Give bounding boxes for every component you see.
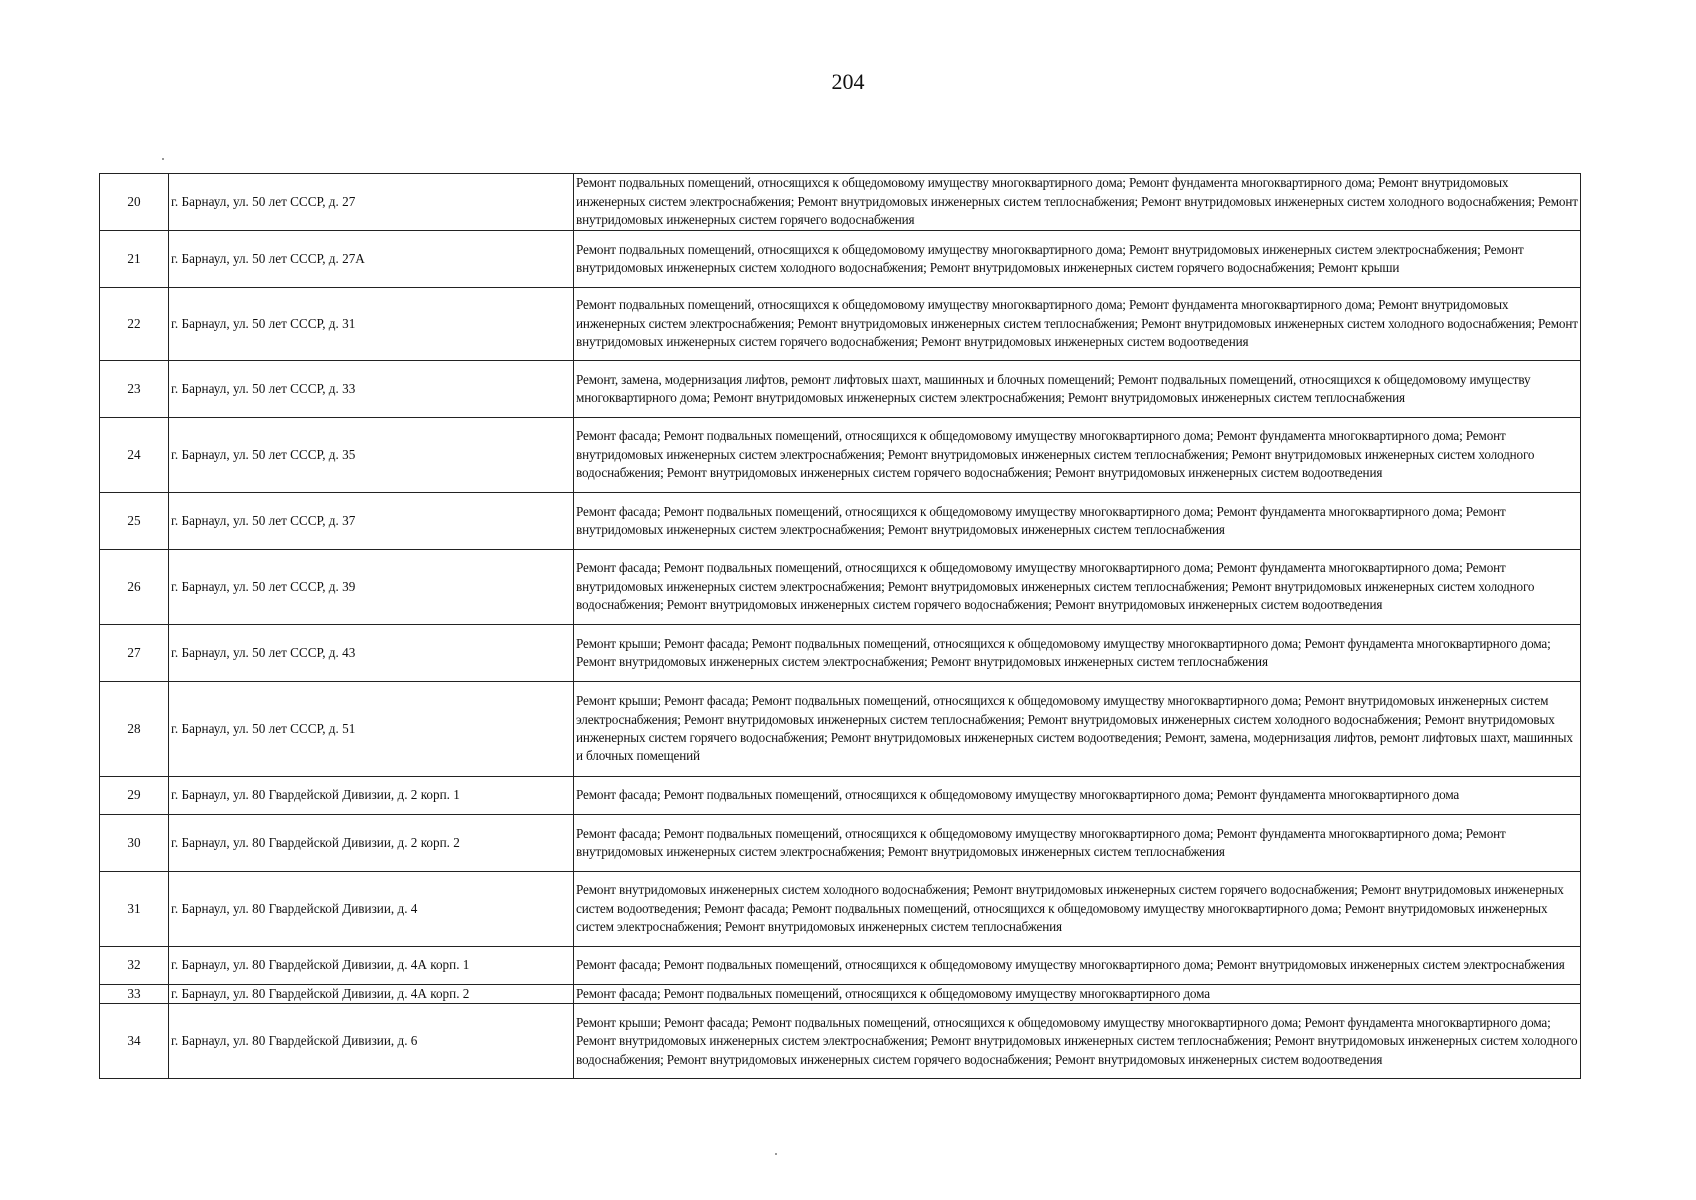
row-address: г. Барнаул, ул. 80 Гвардейской Дивизии, д. 2 корп. 1 xyxy=(169,777,574,815)
table-row xyxy=(100,947,1581,985)
row-works: Ремонт подвальных помещений, относящихся к общедомовому имуществу многоквартирного дома; Ремонт фундамента многоквартирного дома; Ремонт внутридомовых инженерных систем электроснабжения; Ремонт внутридомовых инженерных систем теплоснабжения; Ремонт внутридомовых инженерных систем холодного водоснабжения; Ремонт внутридомовых инженерных систем горячего водоснабжения xyxy=(574,174,1581,231)
row-works: Ремонт внутридомовых инженерных систем холодного водоснабжения; Ремонт внутридомовых инженерных систем горячего водоснабжения; Ремонт внутридомовых инженерных систем водоотведения; Ремонт фасада; Ремонт подвальных помещений, относящихся к общедомовому имуществу многоквартирного дома; Ремонт внутридомовых инженерных систем электроснабжения; Ремонт внутридомовых инженерных систем теплоснабжения xyxy=(574,872,1581,947)
row-number: 33 xyxy=(100,985,169,1004)
table-row xyxy=(100,550,1581,625)
table-row xyxy=(100,985,1581,1004)
row-number: 34 xyxy=(100,1004,169,1079)
row-works: Ремонт фасада; Ремонт подвальных помещений, относящихся к общедомовому имуществу многоквартирного дома; Ремонт фундамента многоквартирного дома; Ремонт внутридомовых инженерных систем электроснабжения; Ремонт внутридомовых инженерных систем теплоснабжения xyxy=(574,815,1581,872)
row-number: 26 xyxy=(100,550,169,625)
row-works: Ремонт фасада; Ремонт подвальных помещений, относящихся к общедомовому имуществу многоквартирного дома; Ремонт фундамента многоквартирного дома; Ремонт внутридомовых инженерных систем электроснабжения; Ремонт внутридомовых инженерных систем теплоснабжения xyxy=(574,493,1581,550)
table-row xyxy=(100,493,1581,550)
row-works: Ремонт фасада; Ремонт подвальных помещений, относящихся к общедомовому имуществу многоквартирного дома xyxy=(574,985,1581,1004)
table-row xyxy=(100,418,1581,493)
table-row xyxy=(100,682,1581,777)
page-number: 204 xyxy=(831,69,865,94)
row-works: Ремонт фасада; Ремонт подвальных помещений, относящихся к общедомовому имуществу многоквартирного дома; Ремонт фундамента многоквартирного дома; Ремонт внутридомовых инженерных систем электроснабжения; Ремонт внутридомовых инженерных систем теплоснабжения; Ремонт внутридомовых инженерных систем холодного водоснабжения; Ремонт внутридомовых инженерных систем горячего водоснабжения; Ремонт внутридомовых инженерных систем водоотведения xyxy=(574,418,1581,493)
row-works: Ремонт фасада; Ремонт подвальных помещений, относящихся к общедомовому имуществу многоквартирного дома; Ремонт фундамента многоквартирного дома; Ремонт внутридомовых инженерных систем электроснабжения; Ремонт внутридомовых инженерных систем теплоснабжения; Ремонт внутридомовых инженерных систем холодного водоснабжения; Ремонт внутридомовых инженерных систем горячего водоснабжения; Ремонт внутридомовых инженерных систем водоотведения xyxy=(574,550,1581,625)
row-number: 32 xyxy=(100,947,169,985)
row-address: г. Барнаул, ул. 50 лет СССР, д. 51 xyxy=(169,682,574,777)
row-number: 24 xyxy=(100,418,169,493)
row-address: г. Барнаул, ул. 80 Гвардейской Дивизии, д. 4 xyxy=(169,872,574,947)
table-row xyxy=(100,288,1581,361)
row-address: г. Барнаул, ул. 50 лет СССР, д. 37 xyxy=(169,493,574,550)
row-address: г. Барнаул, ул. 80 Гвардейской Дивизии, д. 4А корп. 2 xyxy=(169,985,574,1004)
row-address: г. Барнаул, ул. 50 лет СССР, д. 27А xyxy=(169,231,574,288)
row-works: Ремонт крыши; Ремонт фасада; Ремонт подвальных помещений, относящихся к общедомовому имуществу многоквартирного дома; Ремонт фундамента многоквартирного дома; Ремонт внутридомовых инженерных систем электроснабжения; Ремонт внутридомовых инженерных систем теплоснабжения xyxy=(574,625,1581,682)
row-works: Ремонт, замена, модернизация лифтов, ремонт лифтовых шахт, машинных и блочных помещений; Ремонт подвальных помещений, относящихся к общедомовому имуществу многоквартирного дома; Ремонт внутридомовых инженерных систем электроснабжения; Ремонт внутридомовых инженерных систем теплоснабжения xyxy=(574,361,1581,418)
row-works: Ремонт крыши; Ремонт фасада; Ремонт подвальных помещений, относящихся к общедомовому имуществу многоквартирного дома; Ремонт внутридомовых инженерных систем электроснабжения; Ремонт внутридомовых инженерных систем теплоснабжения; Ремонт внутридомовых инженерных систем холодного водоснабжения; Ремонт внутридомовых инженерных систем горячего водоснабжения; Ремонт внутридомовых инженерных систем водоотведения; Ремонт, замена, модернизация лифтов, ремонт лифтовых шахт, машинных и блочных помещений xyxy=(574,682,1581,777)
row-works: Ремонт подвальных помещений, относящихся к общедомовому имуществу многоквартирного дома; Ремонт фундамента многоквартирного дома; Ремонт внутридомовых инженерных систем электроснабжения; Ремонт внутридомовых инженерных систем теплоснабжения; Ремонт внутридомовых инженерных систем холодного водоснабжения; Ремонт внутридомовых инженерных систем горячего водоснабжения; Ремонт внутридомовых инженерных систем водоотведения xyxy=(574,288,1581,361)
row-number: 28 xyxy=(100,682,169,777)
table-row xyxy=(100,625,1581,682)
row-works: Ремонт крыши; Ремонт фасада; Ремонт подвальных помещений, относящихся к общедомовому имуществу многоквартирного дома; Ремонт фундамента многоквартирного дома; Ремонт внутридомовых инженерных систем электроснабжения; Ремонт внутридомовых инженерных систем теплоснабжения; Ремонт внутридомовых инженерных систем холодного водоснабжения; Ремонт внутридомовых инженерных систем горячего водоснабжения; Ремонт внутридомовых инженерных систем водоотведения xyxy=(574,1004,1581,1079)
table-row xyxy=(100,361,1581,418)
row-address: г. Барнаул, ул. 50 лет СССР, д. 43 xyxy=(169,625,574,682)
row-address: г. Барнаул, ул. 80 Гвардейской Дивизии, д. 4А корп. 1 xyxy=(169,947,574,985)
row-number: 27 xyxy=(100,625,169,682)
row-address: г. Барнаул, ул. 80 Гвардейской Дивизии, д. 2 корп. 2 xyxy=(169,815,574,872)
table-row xyxy=(100,872,1581,947)
row-works: Ремонт фасада; Ремонт подвальных помещений, относящихся к общедомовому имуществу многоквартирного дома; Ремонт фундамента многоквартирного дома xyxy=(574,777,1581,815)
table-row xyxy=(100,777,1581,815)
row-number: 20 xyxy=(100,174,169,231)
row-number: 30 xyxy=(100,815,169,872)
row-address: г. Барнаул, ул. 50 лет СССР, д. 39 xyxy=(169,550,574,625)
row-address: г. Барнаул, ул. 80 Гвардейской Дивизии, д. 6 xyxy=(169,1004,574,1079)
table-row xyxy=(100,1004,1581,1079)
row-number: 21 xyxy=(100,231,169,288)
row-works: Ремонт фасада; Ремонт подвальных помещений, относящихся к общедомовому имуществу многоквартирного дома; Ремонт внутридомовых инженерных систем электроснабжения xyxy=(574,947,1581,985)
row-number: 23 xyxy=(100,361,169,418)
row-number: 31 xyxy=(100,872,169,947)
row-address: г. Барнаул, ул. 50 лет СССР, д. 35 xyxy=(169,418,574,493)
row-number: 29 xyxy=(100,777,169,815)
table-body xyxy=(100,174,1581,1079)
row-number: 25 xyxy=(100,493,169,550)
row-works: Ремонт подвальных помещений, относящихся к общедомовому имуществу многоквартирного дома; Ремонт внутридомовых инженерных систем электроснабжения; Ремонт внутридомовых инженерных систем холодного водоснабжения; Ремонт внутридомовых инженерных систем горячего водоснабжения; Ремонт крыши xyxy=(574,231,1581,288)
row-address: г. Барнаул, ул. 50 лет СССР, д. 33 xyxy=(169,361,574,418)
table-row xyxy=(100,174,1581,231)
scan-speck xyxy=(162,158,164,160)
repair-works-table xyxy=(99,173,1581,1079)
table-row xyxy=(100,815,1581,872)
row-number: 22 xyxy=(100,288,169,361)
row-address: г. Барнаул, ул. 50 лет СССР, д. 31 xyxy=(169,288,574,361)
row-address: г. Барнаул, ул. 50 лет СССР, д. 27 xyxy=(169,174,574,231)
scan-speck xyxy=(775,1153,777,1155)
table-row xyxy=(100,231,1581,288)
